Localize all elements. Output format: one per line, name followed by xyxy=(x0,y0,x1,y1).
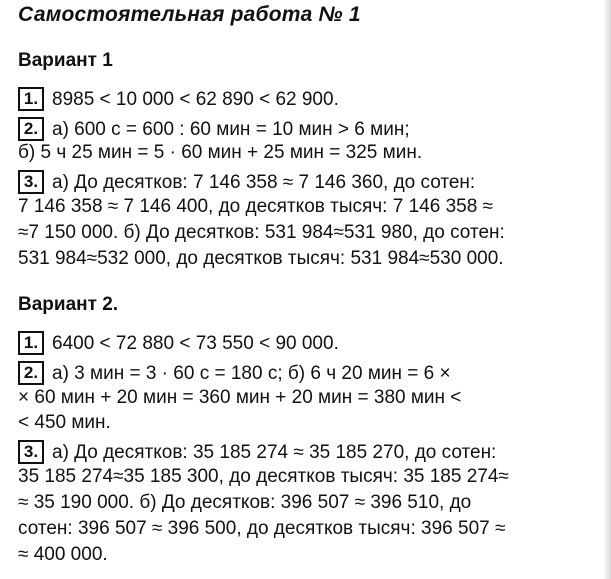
task-number-box: 2. xyxy=(18,361,44,385)
variant-2-task-2-line xyxy=(18,361,608,386)
task-text: ≈ 400 000. xyxy=(18,544,108,565)
variant-2-task-1-line xyxy=(18,331,608,356)
task-text: 6400 < 72 880 < 73 550 < 90 000. xyxy=(52,333,339,354)
variant-1-task-1-line xyxy=(18,87,608,112)
task-number-box: 1. xyxy=(18,331,44,355)
task-number-box: 3. xyxy=(18,170,44,194)
variant-2-task-3-line xyxy=(18,440,608,465)
variant-2-task-2-continuation-2 xyxy=(18,411,608,435)
task-number-box: 2. xyxy=(18,117,44,141)
task-text: а) До десятков: 35 185 274 ≈ 35 185 270, до сотен: xyxy=(52,442,497,463)
variant-1-task-3-continuation-1 xyxy=(18,195,608,219)
variant-2-task-2-continuation-1 xyxy=(18,386,608,410)
variant-1-task-2-line xyxy=(18,117,608,142)
task-text: 8985 < 10 000 < 62 890 < 62 900. xyxy=(52,89,339,110)
task-number-box: 3. xyxy=(18,440,44,464)
task-text: × 60 мин + 20 мин = 360 мин + 20 мин = 380 мин < xyxy=(18,387,462,408)
variant-2-task-3-continuation-1 xyxy=(18,465,608,489)
variant-2-task-3-continuation-4 xyxy=(18,543,608,567)
task-text: 531 984≈532 000, до десятков тысяч: 531 984≈530 000. xyxy=(18,248,504,269)
task-number-box: 1. xyxy=(18,87,44,111)
variant-2-task-3-continuation-2 xyxy=(18,491,608,515)
page-edge-shadow xyxy=(603,0,611,579)
variant-2-task-3-continuation-3 xyxy=(18,517,608,541)
task-text: б) 5 ч 25 мин = 5 · 60 мин + 25 мин = 325 мин. xyxy=(18,142,423,163)
variant-1-task-3-continuation-2 xyxy=(18,221,608,245)
task-text: а) До десятков: 7 146 358 ≈ 7 146 360, до сотен: xyxy=(52,172,476,193)
task-text: а) 600 с = 600 : 60 мин = 10 мин > 6 мин; xyxy=(52,119,410,140)
task-text: 35 185 274≈35 185 300, до десятков тысяч: 35 185 274≈ xyxy=(18,466,509,487)
task-text: < 450 мин. xyxy=(18,412,111,433)
task-text: ≈ 35 190 000. б) До десятков: 396 507 ≈ 396 510, до xyxy=(18,492,472,513)
page-title: Самостоятельная работа № 1 xyxy=(18,3,361,26)
task-text: 7 146 358 ≈ 7 146 400, до десятков тысяч: 7 146 358 ≈ xyxy=(18,196,493,217)
variant-1-heading: Вариант 1 xyxy=(18,50,113,71)
task-text: ≈7 150 000. б) До десятков: 531 984≈531 980, до сотен: xyxy=(18,222,505,243)
task-text: а) 3 мин = 3 · 60 с = 180 с; б) 6 ч 20 мин = 6 × xyxy=(52,363,451,384)
variant-1-task-2-continuation xyxy=(18,141,608,165)
task-text: сотен: 396 507 ≈ 396 500, до десятков тысяч: 396 507 ≈ xyxy=(18,518,506,539)
variant-2-heading: Вариант 2. xyxy=(18,294,119,315)
variant-1-task-3-continuation-3 xyxy=(18,247,608,271)
variant-1-task-3-line xyxy=(18,170,608,195)
